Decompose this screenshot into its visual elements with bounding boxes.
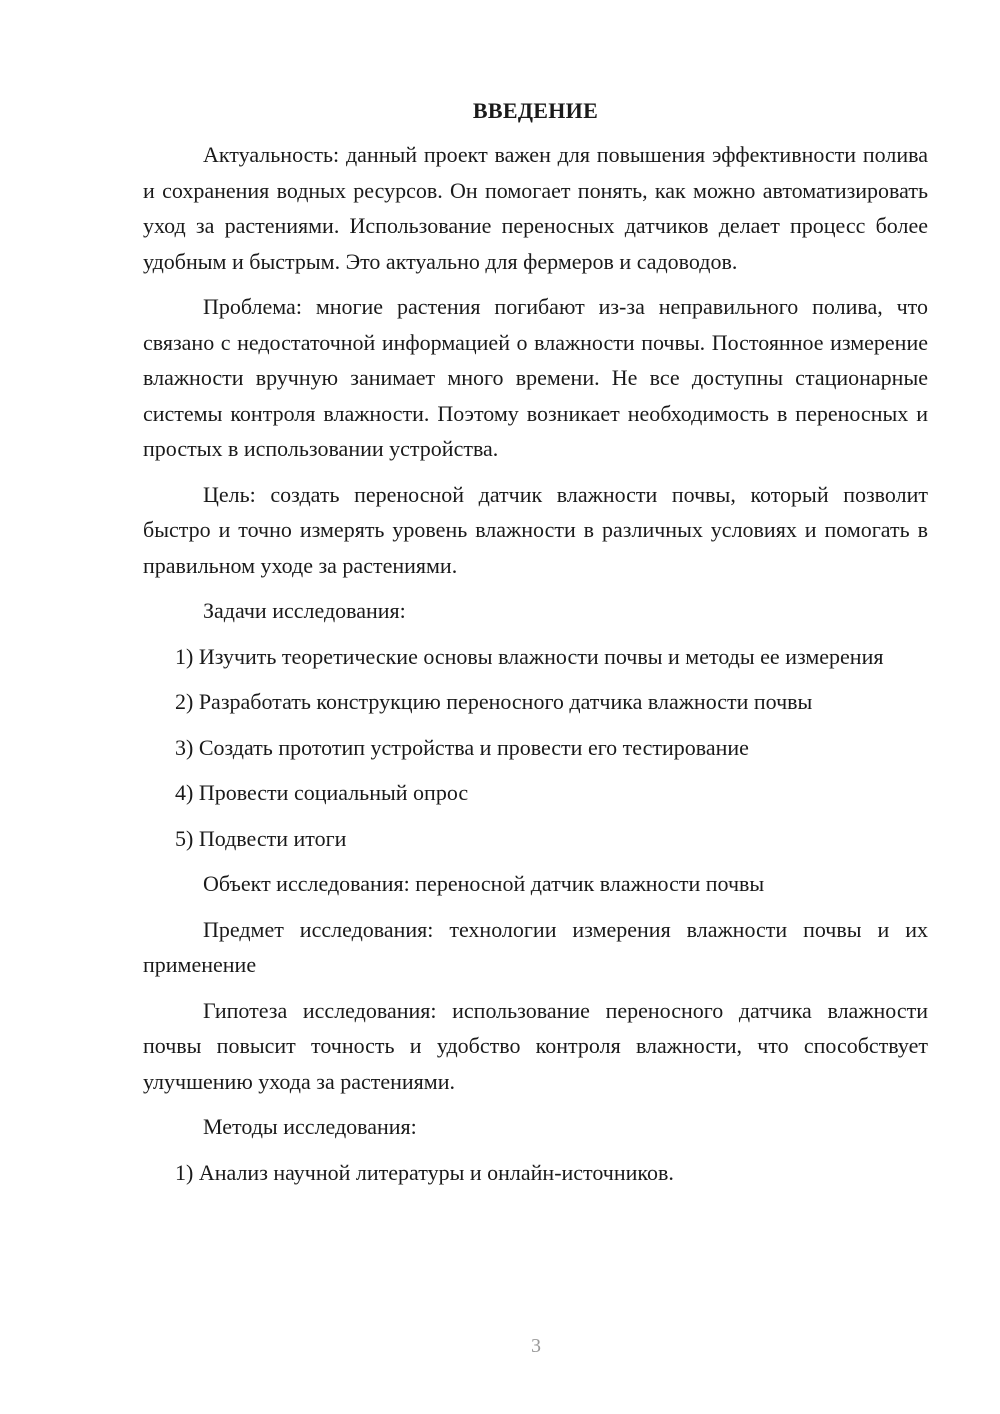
task-item: 5) Подвести итоги — [175, 825, 347, 851]
method-item: 1) Анализ научной литературы и онлайн-источников. — [175, 1159, 674, 1185]
paragraph-object: Объект исследования: переносной датчик влажности почвы — [203, 871, 765, 896]
task-item: 2) Разработать конструкцию переносного датчика влажности почвы — [175, 689, 813, 714]
paragraph-problem: Проблема: многие растения погибают из-за неправильного полива, что связано с недостаточной информацией о влажности почвы. Постоянное измерение влажности вручную занимает много времени. Не все доступны стационарные системы контроля влажности. Поэтому возникает необходимость в переносных и простых в использовании устройства. — [143, 294, 928, 461]
paragraph-relevance: Актуальность: данный проект важен для повышения эффективности полива и сохранения водных ресурсов. Он помогает понять, как можно автоматизировать уход за растениями. Использование переносных датчиков делает процесс более удобным и быстрым. Это актуально для фермеров и садоводов. — [143, 142, 928, 274]
task-item: 4) Провести социальный опрос — [175, 780, 469, 805]
paragraph-methods-heading: Методы исследования: — [203, 1114, 417, 1139]
paragraph-goal: Цель: создать переносной датчик влажности почвы, который позволит быстро и точно измерять уровень влажности в различных условиях и помогать в правильном уходе за растениями. — [143, 481, 928, 578]
task-item: 1) Изучить теоретические основы влажности почвы и методы ее измерения — [175, 643, 884, 669]
paragraph-tasks-heading: Задачи исследования: — [203, 598, 406, 623]
paragraph-subject: Предмет исследования: технологии измерения влажности почвы и их применение — [143, 916, 928, 977]
task-item: 3) Создать прототип устройства и провести его тестирование — [175, 734, 749, 760]
page-title: ВВЕДЕНИЕ — [472, 98, 599, 123]
paragraph-hypothesis: Гипотеза исследования: использование переносного датчика влажности почвы повысит точность и удобство контроля влажности, что способствует улучшению ухода за растениями. — [143, 997, 928, 1094]
page-content — [143, 95, 928, 1200]
page-number: 3 — [531, 1335, 541, 1357]
